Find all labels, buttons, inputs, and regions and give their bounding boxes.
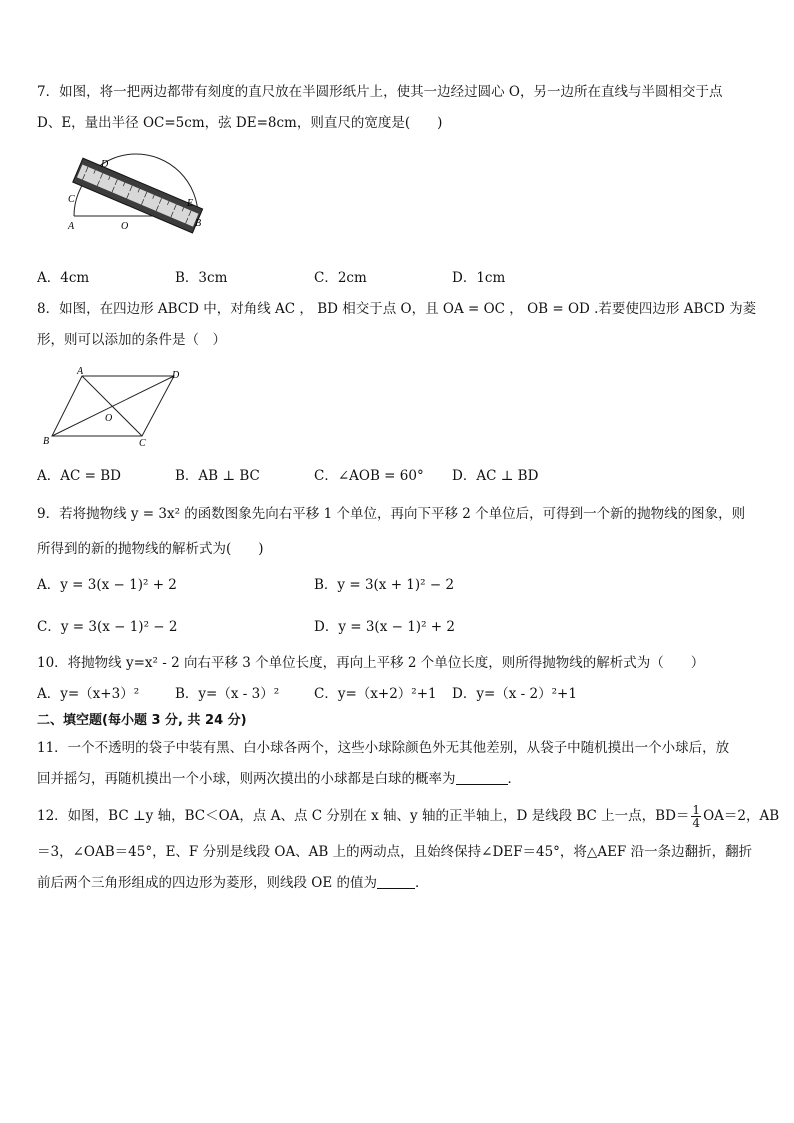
q7-option-d: D．1cm: [452, 270, 506, 286]
q11-line2-text: 回并摇匀，再随机摸出一个小球，则两次摸出的小球都是白球的概率为: [37, 771, 456, 787]
q8-label-O: O: [105, 413, 113, 424]
q9-line1: 9．若将抛物线 y = 3x² 的函数图象先向右平移 1 个单位，再向下平移 2 个单位后，可得到一个新的抛物线的图象，则: [37, 506, 746, 522]
q11-line2-end: ．: [507, 771, 521, 787]
q12-line1-text: 12．如图，BC ⊥y 轴，BC＜OA，点 A、点 C 分别在 x 轴、y 轴的正半轴上，D 是线段 BC 上一点，BD＝: [37, 808, 690, 824]
q12-line3-text: 前后两个三角形组成的四边形为菱形，则线段 OE 的值为: [37, 875, 378, 891]
q7-label-D: D: [101, 159, 109, 170]
q8-label-C: C: [139, 438, 146, 448]
q9-option-c: C．y = 3(x − 1)² − 2: [37, 619, 178, 635]
q7-label-O: O: [121, 221, 129, 232]
q8-label-A: A: [77, 366, 84, 377]
q7-label-E: E: [187, 198, 194, 209]
q9-option-d: D．y = 3(x − 1)² + 2: [314, 619, 455, 635]
q8-option-a: A．AC = BD: [37, 468, 121, 484]
q7-line2: D、E，量出半径 OC=5cm，弦 DE=8cm，则直尺的宽度是( ): [37, 115, 443, 131]
q8-line1: 8．如图，在四边形 ABCD 中，对角线 AC ， BD 相交于点 O，且 OA = OC ， OB = OD .若要使四边形 ABCD 为菱: [37, 301, 757, 317]
q7-option-c: C．2cm: [314, 270, 367, 286]
q7-option-b: B．3cm: [175, 270, 228, 286]
q12-line1-end: OA＝2，AB: [703, 808, 780, 824]
q9-option-b: B．y = 3(x + 1)² − 2: [314, 577, 455, 593]
q8-figure: [38, 364, 198, 448]
q8-option-c: C．∠AOB = 60°: [314, 468, 424, 484]
q8-label-B: B: [43, 436, 50, 447]
q10-option-c: C．y=（x+2）²+1: [314, 686, 437, 702]
q12-line3: [37, 873, 429, 893]
q8-option-d: D．AC ⊥ BD: [452, 468, 539, 484]
q8-option-b: B．AB ⊥ BC: [175, 468, 260, 484]
q7-label-C: C: [68, 194, 75, 205]
q8-line2: 形，则可以添加的条件是（ ）: [37, 332, 226, 348]
q12-fraction: [691, 804, 701, 829]
q11-line1: 11．一个不透明的袋子中装有黑、白小球各两个，这些小球除颜色外无其他差别，从袋子中随机摸出一个小球后，放: [37, 740, 730, 756]
q7-label-B: B: [195, 218, 202, 229]
q10-line1: 10．将抛物线 y=x² - 2 向右平移 3 个单位长度，再向上平移 2 个单位长度，则所得抛物线的解析式为（ ）: [37, 655, 705, 671]
q12-line2: ＝3，∠OAB＝45°，E、F 分别是线段 OA、AB 上的两动点，且始终保持∠DEF＝45°，将△AEF 沿一条边翻折，翻折: [37, 844, 753, 860]
q12-frac-den: 4: [692, 816, 701, 830]
section-2-title: 二、填空题(每小题 3 分, 共 24 分): [37, 713, 247, 728]
q7-figure: [60, 152, 210, 240]
q12-line1: [37, 804, 779, 829]
q8-label-D: D: [172, 370, 180, 381]
q7-option-a: A．4cm: [37, 270, 90, 286]
q12-frac-num: 1: [692, 803, 701, 817]
q10-option-d: D．y=（x - 2）²+1: [452, 686, 577, 702]
q9-option-a: A．y = 3(x − 1)² + 2: [37, 577, 177, 593]
q9-line2: 所得到的新的抛物线的解析式为( ): [37, 541, 264, 557]
q7-line1: 7．如图，将一把两边都带有刻度的直尺放在半圆形纸片上，使其一边经过圆心 O，另一边所在直线与半圆相交于点: [37, 84, 723, 100]
q7-label-A: A: [68, 221, 75, 232]
q10-option-a: A．y=（x+3）²: [37, 686, 140, 702]
q10-option-b: B．y=（x - 3）²: [175, 686, 280, 702]
q12-line3-end: ．: [415, 875, 429, 891]
q11-answer-blank[interactable]: [456, 770, 508, 785]
q11-line2: [37, 769, 521, 789]
q12-answer-blank[interactable]: [377, 874, 415, 889]
